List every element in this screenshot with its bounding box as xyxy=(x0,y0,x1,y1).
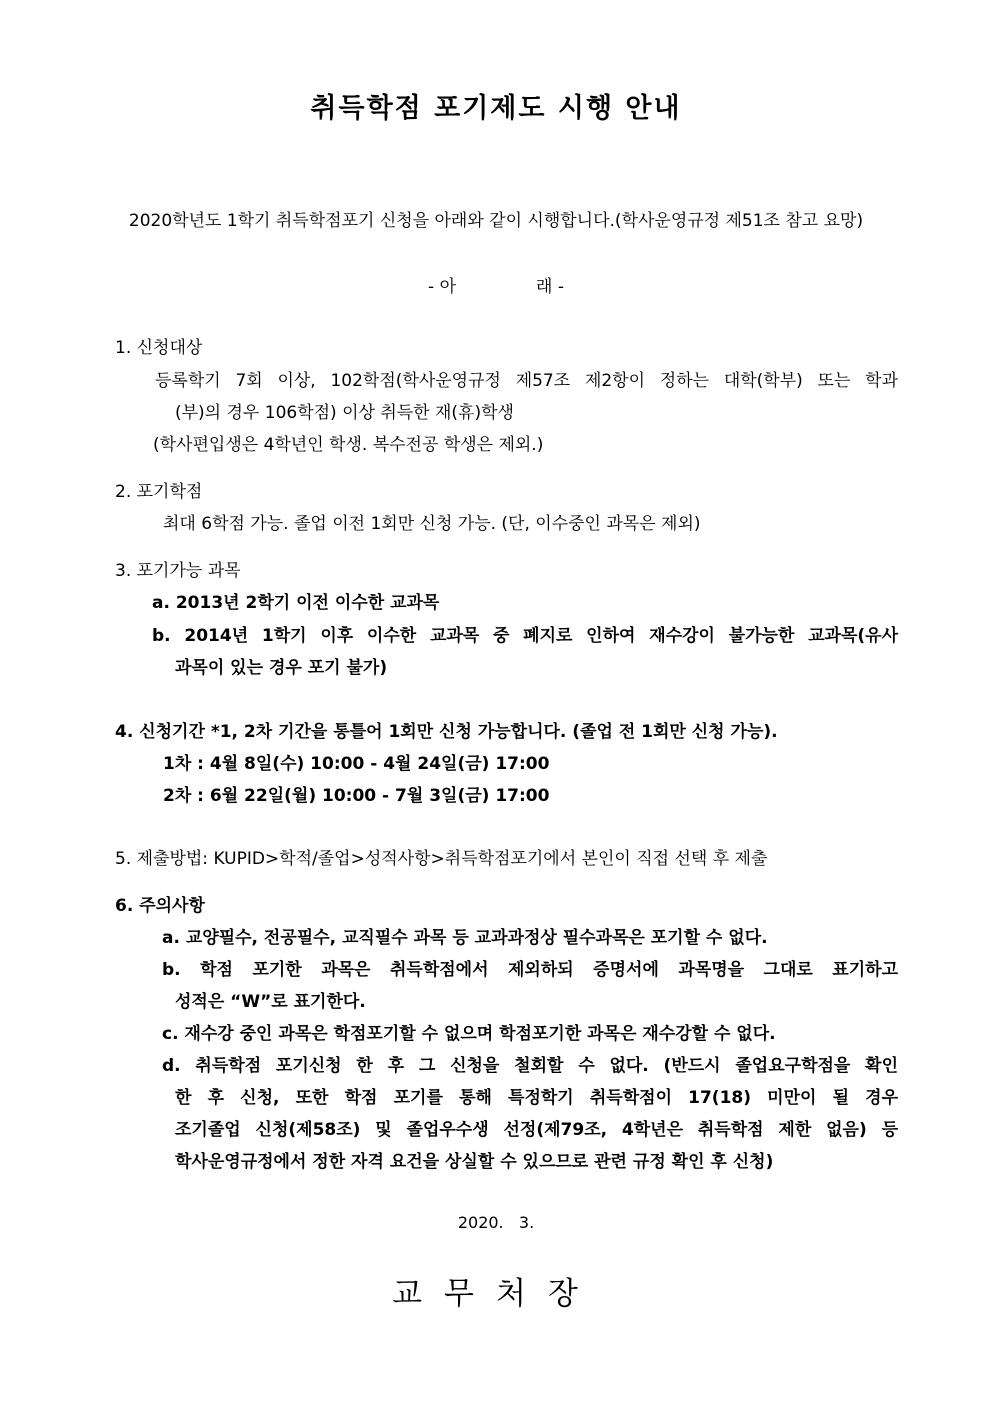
section6-item-d-line2: 한 후 신청, 또한 학점 포기를 통해 특정학기 취득학점이 17(18) 미만이 될 경우 xyxy=(175,1088,898,1108)
signer: 교무처장 xyxy=(392,1276,600,1312)
section4-heading: 4. 신청기간 xyxy=(115,722,205,742)
section6-item-b-line1: b. 학점 포기한 과목은 취득학점에서 제외하되 증명서에 과목명을 그대로 표기하고 xyxy=(162,960,898,980)
section1-heading: 1. 신청대상 xyxy=(115,338,203,358)
section6-item-d-line1: d. 취득학점 포기신청 한 후 그 신청을 철회할 수 없다. (반드시 졸업요구학점을 확인 xyxy=(162,1056,898,1076)
section6-item-d-line4: 학사운영규정에서 정한 자격 요건을 상실할 수 있으므로 관련 규정 확인 후 신청) xyxy=(175,1152,774,1172)
section3-item-b-line2: 과목이 있는 경우 포기 불가) xyxy=(175,658,388,678)
section2-line1: 최대 6학점 가능. 졸업 이전 1회만 신청 가능. (단, 이수중인 과목은 제외) xyxy=(163,514,701,534)
section1-line1: 등록학기 7회 이상, 102학점(학사운영규정 제57조 제2항이 정하는 대학(학부) 또는 학과 xyxy=(155,371,898,391)
section6-item-a: a. 교양필수, 전공필수, 교직필수 과목 등 교과과정상 필수과목은 포기할 수 없다. xyxy=(162,928,768,948)
section3-heading: 3. 포기가능 과목 xyxy=(115,561,241,581)
section4-round1: 1차 : 4월 8일(수) 10:00 - 4월 24일(금) 17:00 xyxy=(163,754,550,774)
intro-text: 2020학년도 1학기 취득학점포기 신청을 아래와 같이 시행합니다.(학사운영규정 제51조 참고 요망) xyxy=(128,211,864,231)
section3-item-a: a. 2013년 2학기 이전 이수한 교과목 xyxy=(152,593,440,613)
ahrae-left: - 아 xyxy=(428,277,456,297)
section4-line xyxy=(115,717,778,742)
section4-note: *1, 2차 기간을 통틀어 1회만 신청 가능합니다. (졸업 전 1회만 신청 가능). xyxy=(210,722,778,742)
section2-heading: 2. 포기학점 xyxy=(115,482,203,502)
section6-heading: 6. 주의사항 xyxy=(115,896,205,916)
section5-text: 5. 제출방법: KUPID>학적/졸업>성적사항>취득학점포기에서 본인이 직접 선택 후 제출 xyxy=(115,849,768,869)
section3-item-b-line1: b. 2014년 1학기 이후 이수한 교과목 중 폐지로 인하여 재수강이 불가능한 교과목(유사 xyxy=(152,626,898,646)
section4-round2: 2차 : 6월 22일(월) 10:00 - 7월 3일(금) 17:00 xyxy=(163,786,550,806)
document-title: 취득학점 포기제도 시행 안내 xyxy=(310,93,682,124)
section6-item-c: c. 재수강 중인 과목은 학점포기할 수 없으며 학점포기한 과목은 재수강할 수 없다. xyxy=(162,1024,776,1044)
section1-line2: (부)의 경우 106학점) 이상 취득한 재(휴)학생 xyxy=(175,403,514,423)
section6-item-b-line2: 성적은 “W”로 표기한다. xyxy=(175,992,366,1012)
ahrae-right: 래 - xyxy=(536,277,564,297)
section6-item-d-line3: 조기졸업 신청(제58조) 및 졸업우수생 선정(제79조, 4학년은 취득학점 제한 없음) 등 xyxy=(175,1120,898,1140)
section1-line3: (학사편입생은 4학년인 학생. 복수전공 학생은 제외.) xyxy=(153,435,544,455)
document-date: 2020. 3. xyxy=(457,1213,535,1232)
ahrae-divider xyxy=(0,272,992,297)
